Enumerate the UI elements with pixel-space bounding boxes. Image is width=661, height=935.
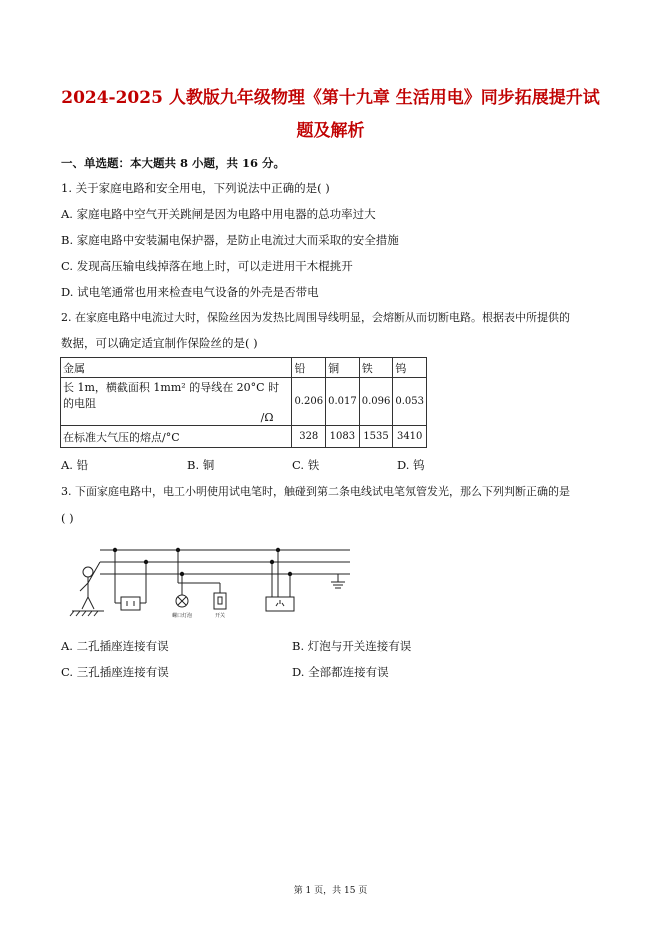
page-footer: 第 1 页，共 15 页 xyxy=(293,886,368,896)
document-title-line1: 2024-2025 人教版九年级物理《第十九章 生活用电》同步拓展提升试 xyxy=(61,88,600,108)
table-cell: 0.017 xyxy=(326,378,360,426)
table-header-row xyxy=(61,358,427,378)
q1-stem: 1. 关于家庭电路和安全用电，下列说法中正确的是( ) xyxy=(61,181,330,195)
table-header-cell: 铁 xyxy=(359,358,393,378)
q2-stem-line2: 数据，可以确定适宜制作保险丝的是( ) xyxy=(61,336,258,350)
circuit-diagram xyxy=(60,535,360,630)
switch-icon xyxy=(214,593,226,609)
table-header-cell: 铜 xyxy=(326,358,360,378)
resistance-label-a: 长 1m，横截面积 1mm² 的导线在 20°C 时的电阻 xyxy=(63,381,280,410)
q2-option-a: A. 铅 xyxy=(61,458,89,472)
three-hole-socket-icon xyxy=(266,550,294,611)
q3-option-b: B. 灯泡与开关连接有误 xyxy=(292,639,412,653)
q1-option-b: B. 家庭电路中安装漏电保护器，是防止电流过大而采取的安全措施 xyxy=(61,233,399,247)
table-row-melting-point xyxy=(61,426,427,448)
q2-option-d: D. 钨 xyxy=(397,458,425,472)
table-cell: 1083 xyxy=(326,426,360,448)
section-heading: 一、单选题：本大题共 8 小题，共 16 分。 xyxy=(61,156,286,170)
two-hole-socket-icon xyxy=(115,550,146,610)
table-header-cell: 金属 xyxy=(61,358,292,378)
q1-option-c: C. 发现高压输电线掉落在地上时，可以走进用干木棍挑开 xyxy=(61,259,353,273)
document-title-line2: 题及解析 xyxy=(296,121,365,141)
table-cell: 0.206 xyxy=(292,378,326,426)
resistance-label-cell xyxy=(61,378,292,426)
table-row-resistance xyxy=(61,378,427,426)
q2-option-c: C. 铁 xyxy=(292,458,320,472)
table-cell: 328 xyxy=(292,426,326,448)
table-cell: 0.053 xyxy=(393,378,427,426)
table-cell: 在标准大气压的熔点/°C xyxy=(61,426,292,448)
q3-stem-line2: ( ) xyxy=(61,511,74,525)
q3-option-a: A. 二孔插座连接有误 xyxy=(61,639,169,653)
resistance-label-b: /Ω xyxy=(260,411,274,424)
table-cell: 1535 xyxy=(359,426,393,448)
table-cell: 0.096 xyxy=(359,378,393,426)
lamp-switch-branch xyxy=(178,550,220,595)
q3-option-d: D. 全部都连接有误 xyxy=(292,665,389,679)
q3-option-c: C. 三孔插座连接有误 xyxy=(61,665,169,679)
ground-icon xyxy=(331,574,345,588)
switch-label: 开关 xyxy=(214,613,226,619)
q1-option-a: A. 家庭电路中空气开关跳闸是因为电路中用电器的总功率过大 xyxy=(61,207,376,221)
q1-option-d: D. 试电笔通常也用来检查电气设备的外壳是否带电 xyxy=(61,285,319,299)
lamp-icon xyxy=(176,595,188,607)
q3-stem-line1: 3. 下面家庭电路中，电工小明使用试电笔时，触碰到第二条电线试电笔氖管发光，那么下列判断正确的是 xyxy=(61,485,570,498)
q2-stem-line1: 2. 在家庭电路中电流过大时，保险丝因为发热比周围导线明显，会熔断从而切断电路。根据表中所提供的 xyxy=(61,311,570,324)
table-header-cell: 铅 xyxy=(292,358,326,378)
person-icon xyxy=(70,562,104,616)
q2-option-b: B. 铜 xyxy=(187,458,215,472)
table-header-cell: 钨 xyxy=(393,358,427,378)
lamp-label: 螺口灯泡 xyxy=(171,613,193,619)
metal-properties-table xyxy=(60,357,427,448)
table-cell: 3410 xyxy=(393,426,427,448)
